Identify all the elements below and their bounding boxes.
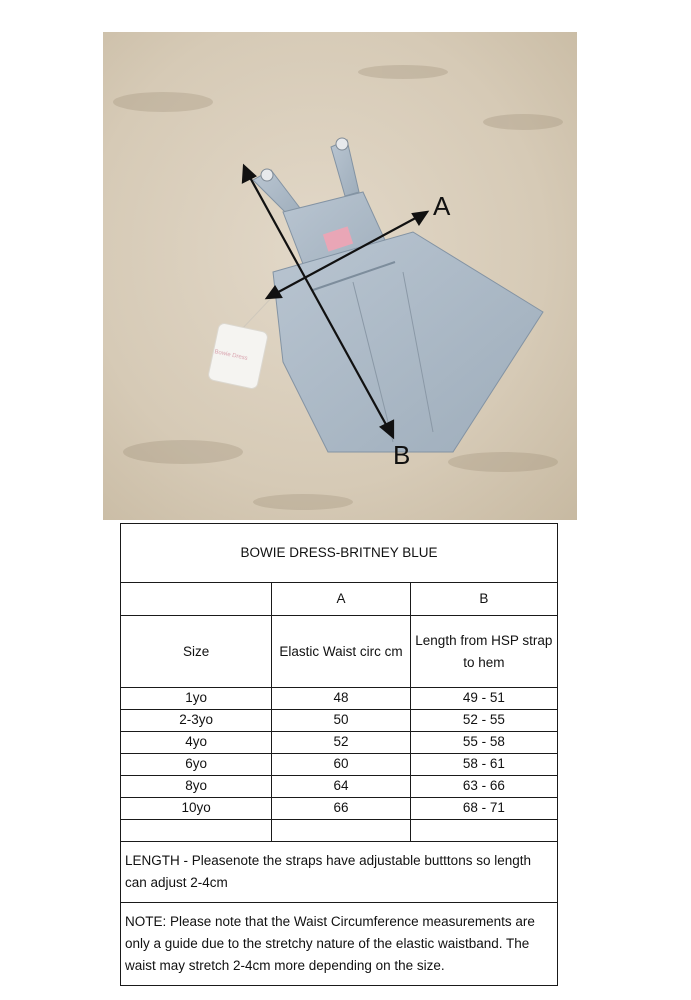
col-b-header: Length from HSP strap to hem bbox=[410, 616, 557, 688]
size-cell: 4yo bbox=[121, 732, 272, 754]
length-note: LENGTH - Pleasenote the straps have adjustable butttons so length can adjust 2-4cm bbox=[121, 842, 558, 903]
table-row bbox=[121, 754, 558, 776]
length-cell: 52 - 55 bbox=[410, 710, 557, 732]
table-row bbox=[121, 688, 558, 710]
size-header: Size bbox=[121, 616, 272, 688]
length-cell: 63 - 66 bbox=[410, 776, 557, 798]
waist-cell: 48 bbox=[272, 688, 410, 710]
table-row bbox=[121, 798, 558, 820]
length-cell: 68 - 71 bbox=[410, 798, 557, 820]
size-chart-table bbox=[120, 523, 558, 986]
size-cell: 10yo bbox=[121, 798, 272, 820]
col-b-letter: B bbox=[410, 583, 557, 616]
length-cell: 58 - 61 bbox=[410, 754, 557, 776]
length-cell: 55 - 58 bbox=[410, 732, 557, 754]
waist-cell: 66 bbox=[272, 798, 410, 820]
size-cell: 2-3yo bbox=[121, 710, 272, 732]
size-cell: 6yo bbox=[121, 754, 272, 776]
size-cell: 8yo bbox=[121, 776, 272, 798]
marker-a: A bbox=[433, 191, 451, 221]
waist-cell: 60 bbox=[272, 754, 410, 776]
table-row bbox=[121, 776, 558, 798]
length-cell: 49 - 51 bbox=[410, 688, 557, 710]
size-cell: 1yo bbox=[121, 688, 272, 710]
empty-header-cell bbox=[121, 583, 272, 616]
marker-b: B bbox=[393, 440, 411, 470]
product-photo bbox=[103, 32, 577, 520]
table-row bbox=[121, 710, 558, 732]
empty-row bbox=[121, 820, 558, 842]
table-title: BOWIE DRESS-BRITNEY BLUE bbox=[121, 524, 558, 583]
col-a-header: Elastic Waist circ cm bbox=[272, 616, 410, 688]
waist-cell: 50 bbox=[272, 710, 410, 732]
table-row bbox=[121, 732, 558, 754]
waist-cell: 64 bbox=[272, 776, 410, 798]
tag-text: Bowie Dress bbox=[213, 349, 249, 362]
waist-cell: 52 bbox=[272, 732, 410, 754]
waist-note: NOTE: Please note that the Waist Circumference measurements are only a guide due to the stretchy nature of the elastic waistband. The waist may stretch 2-4cm more depending on the size. bbox=[121, 903, 558, 986]
col-a-letter: A bbox=[272, 583, 410, 616]
